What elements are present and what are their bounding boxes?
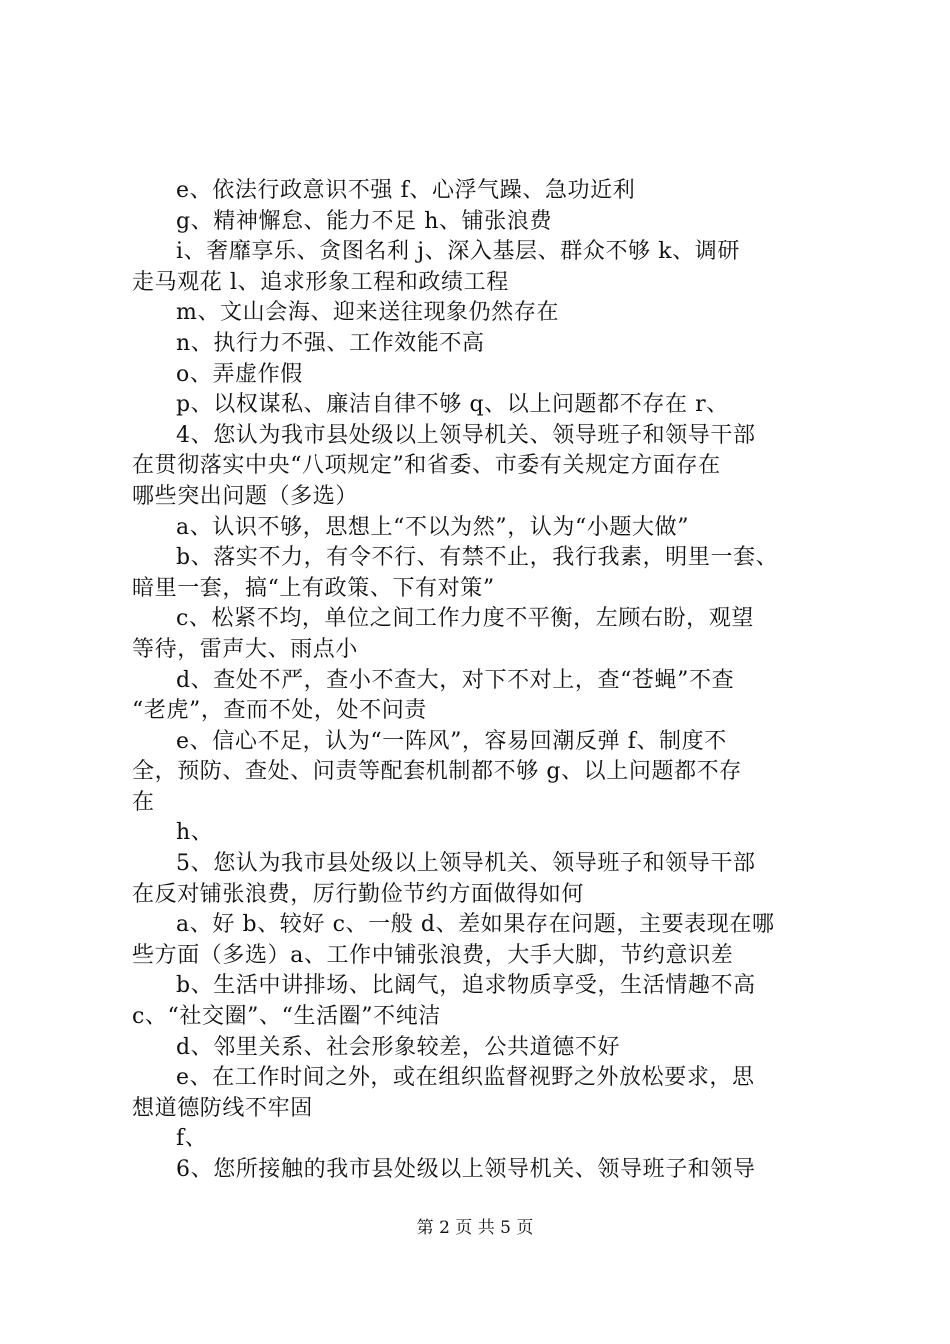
text-line: “老虎”，查而不处，处不问责 <box>132 698 427 724</box>
text-line: e、在工作时间之外，或在组织监督视野之外放松要求，思 <box>176 1065 755 1091</box>
text-line: e、依法行政意识不强 f、心浮气躁、急功近利 <box>176 178 636 203</box>
text-line: 4、您认为我市县处级以上领导机关、领导班子和领导干部 <box>176 422 756 448</box>
text-line: m、文山会海、迎来送往现象仍然存在 <box>176 300 560 326</box>
text-line: n、执行力不强、工作效能不高 <box>176 330 485 356</box>
text-line: 6、您所接触的我市县处级以上领导机关、领导班子和领导 <box>176 1157 756 1182</box>
text-line: o、弄虚作假 <box>176 361 303 387</box>
text-line: 等待，雷声大、雨点小 <box>132 636 359 662</box>
text-line: 5、您认为我市县处级以上领导机关、领导班子和领导干部 <box>176 851 756 877</box>
text-line: a、认识不够，思想上“不以为然”，认为“小题大做” <box>176 514 690 540</box>
text-line: c、“社交圈”、“生活圈”不纯洁 <box>132 1004 441 1030</box>
text-line: p、以权谋私、廉洁自律不够 q、以上问题都不存在 r、 <box>176 392 729 418</box>
text-line: 走马观花 l、追求形象工程和政绩工程 <box>132 269 509 295</box>
text-line: e、信心不足，认为“一阵风”，容易回潮反弹 f、制度不 <box>176 728 727 754</box>
text-line: 想道德防线不牢固 <box>132 1095 313 1121</box>
text-line: i、奢靡享乐、贪图名利 j、深入基层、群众不够 k、调研 <box>176 239 740 265</box>
text-line: f、 <box>176 1126 208 1152</box>
text-line: 在 <box>132 789 155 815</box>
text-line: d、邻里关系、社会形象较差，公共道德不好 <box>176 1034 621 1060</box>
text-line: 暗里一套，搞“上有政策、下有对策” <box>132 575 495 601</box>
text-line: 全，预防、查处、问责等配套机制都不够 g、以上问题都不存 <box>132 759 742 785</box>
text-line: b、落实不力，有令不行、有禁不止，我行我素，明里一套、 <box>176 545 779 571</box>
document-body <box>132 176 832 1186</box>
text-line: a、好 b、较好 c、一般 d、差如果存在问题，主要表现在哪 <box>176 912 775 938</box>
text-line: d、查处不严，查小不查大，对下不对上，查“苍蝇”不查 <box>176 667 735 693</box>
text-line: 哪些突出问题（多选） <box>132 483 359 509</box>
text-line: b、生活中讲排场、比阔气，追求物质享受，生活情趣不高 <box>176 973 756 999</box>
text-line: g、精神懈怠、能力不足 h、铺张浪费 <box>176 208 553 234</box>
page-footer: 第 2 页 共 5 页 <box>416 1218 534 1238</box>
text-line: c、松紧不均，单位之间工作力度不平衡，左顾右盼，观望 <box>176 606 754 632</box>
text-line: 在反对铺张浪费，厉行勤俭节约方面做得如何 <box>132 881 585 907</box>
text-line: h、 <box>176 820 214 846</box>
text-line: 在贯彻落实中央“八项规定”和省委、市委有关规定方面存在 <box>132 453 721 479</box>
text-line: 些方面（多选）a、工作中铺张浪费，大手大脚，节约意识差 <box>132 942 734 968</box>
